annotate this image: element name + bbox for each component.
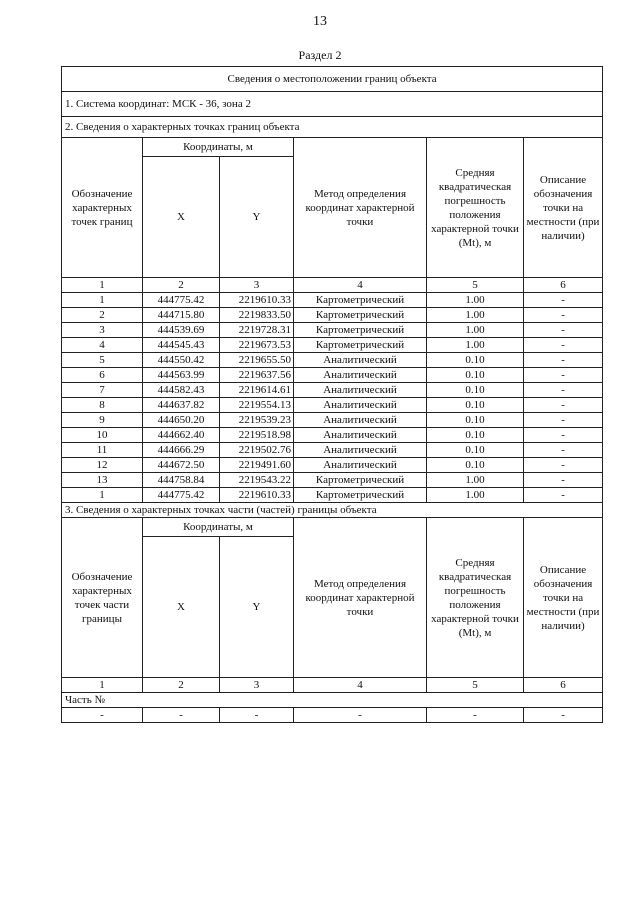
column-number: 1 [62, 278, 143, 293]
x-cell: 444662.40 [143, 428, 220, 443]
header-error: Средняя квадратическая погрешность положения характерной точки (Mt), м [427, 138, 524, 278]
description-cell: - [524, 488, 603, 503]
part-empty-row [62, 708, 603, 723]
point-number-cell: 1 [62, 488, 143, 503]
point-number-cell: 5 [62, 353, 143, 368]
table-cell: - [143, 708, 220, 723]
error-cell: 0.10 [427, 398, 524, 413]
error-cell: 0.10 [427, 443, 524, 458]
description-cell: - [524, 458, 603, 473]
error-cell: 0.10 [427, 458, 524, 473]
error-cell: 0.10 [427, 368, 524, 383]
column-numbers-row-part [62, 678, 603, 693]
header-coordinates-part: Координаты, м [143, 518, 294, 537]
table-title: Сведения о местоположении границ объекта [62, 67, 603, 92]
method-cell: Аналитический [294, 353, 427, 368]
part2-title: 2. Сведения о характерных точках границ объекта [62, 117, 603, 138]
x-cell: 444637.82 [143, 398, 220, 413]
table-cell: - [62, 708, 143, 723]
y-cell: 2219518.98 [220, 428, 294, 443]
method-cell: Картометрический [294, 323, 427, 338]
column-number: 4 [294, 278, 427, 293]
x-cell: 444550.42 [143, 353, 220, 368]
description-cell: - [524, 368, 603, 383]
method-cell: Картометрический [294, 308, 427, 323]
point-number-cell: 8 [62, 398, 143, 413]
header-point-label-part: Обозначение характерных точек части границы [62, 518, 143, 678]
description-cell: - [524, 398, 603, 413]
y-cell: 2219833.50 [220, 308, 294, 323]
x-cell: 444758.84 [143, 473, 220, 488]
column-number: 6 [524, 678, 603, 693]
x-cell: 444775.42 [143, 488, 220, 503]
table-row [62, 443, 603, 458]
column-number: 5 [427, 278, 524, 293]
point-number-cell: 3 [62, 323, 143, 338]
error-cell: 1.00 [427, 308, 524, 323]
table-row [62, 458, 603, 473]
y-cell: 2219614.61 [220, 383, 294, 398]
x-cell: 444563.99 [143, 368, 220, 383]
x-cell: 444672.50 [143, 458, 220, 473]
x-cell: 444650.20 [143, 413, 220, 428]
point-number-cell: 11 [62, 443, 143, 458]
table-row [62, 338, 603, 353]
part-label: Часть № [62, 693, 603, 708]
column-number: 3 [220, 278, 294, 293]
section-title: Раздел 2 [298, 48, 342, 62]
error-cell: 1.00 [427, 488, 524, 503]
point-number-cell: 10 [62, 428, 143, 443]
description-cell: - [524, 428, 603, 443]
point-number-cell: 13 [62, 473, 143, 488]
error-cell: 0.10 [427, 413, 524, 428]
description-cell: - [524, 293, 603, 308]
error-cell: 1.00 [427, 323, 524, 338]
method-cell: Аналитический [294, 428, 427, 443]
method-cell: Аналитический [294, 413, 427, 428]
table-row [62, 368, 603, 383]
column-number: 5 [427, 678, 524, 693]
method-cell: Картометрический [294, 338, 427, 353]
y-cell: 2219610.33 [220, 488, 294, 503]
column-number: 2 [143, 278, 220, 293]
x-cell: 444582.43 [143, 383, 220, 398]
table-row [62, 488, 603, 503]
point-number-cell: 6 [62, 368, 143, 383]
error-cell: 1.00 [427, 338, 524, 353]
y-cell: 2219543.22 [220, 473, 294, 488]
point-number-cell: 1 [62, 293, 143, 308]
table-cell: - [524, 708, 603, 723]
point-number-cell: 9 [62, 413, 143, 428]
error-cell: 0.10 [427, 353, 524, 368]
table-cell: - [294, 708, 427, 723]
description-cell: - [524, 308, 603, 323]
y-cell: 2219728.31 [220, 323, 294, 338]
table-row [62, 323, 603, 338]
table-row [62, 473, 603, 488]
method-cell: Аналитический [294, 368, 427, 383]
page-number: 13 [313, 14, 327, 29]
coord-system: 1. Система координат: МСК - 36, зона 2 [62, 92, 603, 117]
table-row [62, 428, 603, 443]
table-row [62, 383, 603, 398]
header-x: X [143, 157, 220, 278]
header-y: Y [220, 157, 294, 278]
y-cell: 2219610.33 [220, 293, 294, 308]
column-number: 6 [524, 278, 603, 293]
point-number-cell: 2 [62, 308, 143, 323]
description-cell: - [524, 353, 603, 368]
column-numbers-row [62, 278, 603, 293]
point-number-cell: 12 [62, 458, 143, 473]
x-cell: 444539.69 [143, 323, 220, 338]
y-cell: 2219655.50 [220, 353, 294, 368]
header-method-part: Метод определения координат характерной точки [294, 518, 427, 678]
table-row [62, 293, 603, 308]
error-cell: 1.00 [427, 293, 524, 308]
header-description-part: Описание обозначения точки на местности (при наличии) [524, 518, 603, 678]
header-point-label: Обозначение характерных точек границ [62, 138, 143, 278]
y-cell: 2219502.76 [220, 443, 294, 458]
method-cell: Аналитический [294, 398, 427, 413]
table-row [62, 398, 603, 413]
header-coordinates: Координаты, м [143, 138, 294, 157]
description-cell: - [524, 443, 603, 458]
header-method: Метод определения координат характерной точки [294, 138, 427, 278]
column-number: 4 [294, 678, 427, 693]
table-cell: - [427, 708, 524, 723]
table-row [62, 353, 603, 368]
description-cell: - [524, 338, 603, 353]
column-number: 3 [220, 678, 294, 693]
description-cell: - [524, 323, 603, 338]
description-cell: - [524, 413, 603, 428]
y-cell: 2219637.56 [220, 368, 294, 383]
x-cell: 444545.43 [143, 338, 220, 353]
boundary-table [61, 66, 603, 723]
y-cell: 2219491.60 [220, 458, 294, 473]
x-cell: 444715.80 [143, 308, 220, 323]
column-number: 2 [143, 678, 220, 693]
column-number: 1 [62, 678, 143, 693]
method-cell: Картометрический [294, 473, 427, 488]
error-cell: 0.10 [427, 428, 524, 443]
y-cell: 2219539.23 [220, 413, 294, 428]
method-cell: Аналитический [294, 458, 427, 473]
header-y-part: Y [220, 537, 294, 678]
point-number-cell: 7 [62, 383, 143, 398]
x-cell: 444666.29 [143, 443, 220, 458]
part3-title: 3. Сведения о характерных точках части (частей) границы объекта [62, 503, 603, 518]
method-cell: Картометрический [294, 488, 427, 503]
error-cell: 0.10 [427, 383, 524, 398]
error-cell: 1.00 [427, 473, 524, 488]
header-x-part: X [143, 537, 220, 678]
table-row [62, 308, 603, 323]
y-cell: 2219554.13 [220, 398, 294, 413]
x-cell: 444775.42 [143, 293, 220, 308]
table-row [62, 413, 603, 428]
header-description: Описание обозначения точки на местности (при наличии) [524, 138, 603, 278]
table-cell: - [220, 708, 294, 723]
description-cell: - [524, 473, 603, 488]
description-cell: - [524, 383, 603, 398]
point-number-cell: 4 [62, 338, 143, 353]
y-cell: 2219673.53 [220, 338, 294, 353]
method-cell: Картометрический [294, 293, 427, 308]
method-cell: Аналитический [294, 383, 427, 398]
method-cell: Аналитический [294, 443, 427, 458]
header-error-part: Средняя квадратическая погрешность положения характерной точки (Mt), м [427, 518, 524, 678]
